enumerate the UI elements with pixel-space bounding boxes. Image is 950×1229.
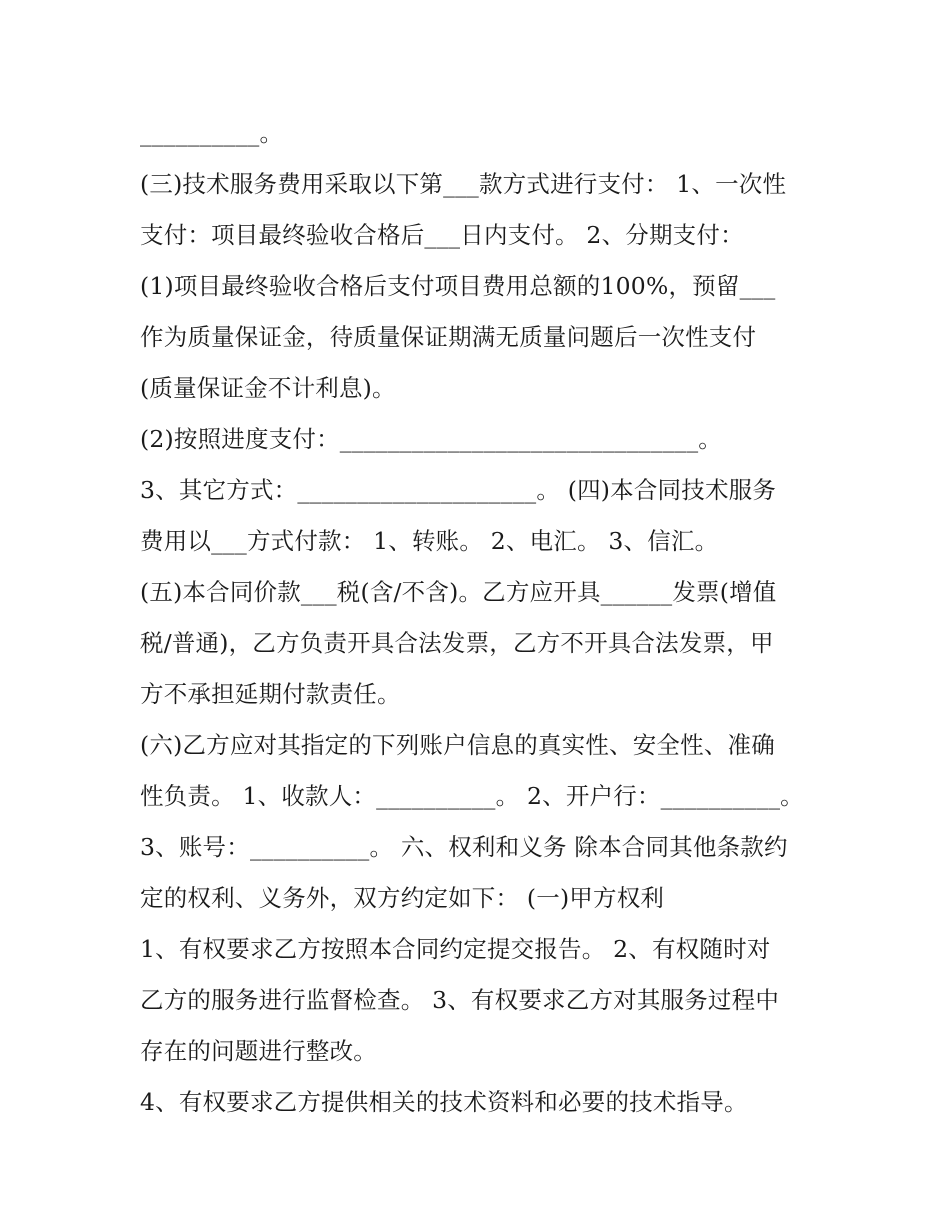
text-line: 方不承担延期付款责任。 [140,680,401,708]
text-line: 作为质量保证金，待质量保证期满无质量问题后一次性支付 [140,323,757,351]
text-line: 4、有权要求乙方提供相关的技术资料和必要的技术指导。 [140,1088,748,1116]
text-line: __________。 [140,119,284,147]
text-line: 费用以___方式付款： 1、转账。 2、电汇。 3、信汇。 [140,527,719,555]
text-line: (1)项目最终验收合格后支付项目费用总额的100%，预留___ [140,272,776,300]
text-line: 3、账号：__________。 六、权利和义务 除本合同其他条款约 [140,833,788,861]
text-line: 1、有权要求乙方按照本合同约定提交报告。 2、有权随时对 [140,935,771,963]
text-line: (质量保证金不计利息)。 [140,374,396,402]
text-line: 乙方的服务进行监督检查。 3、有权要求乙方对其服务过程中 [140,986,780,1014]
document-body [140,108,820,1128]
text-line: 税/普通)，乙方负责开具合法发票，乙方不开具合法发票，甲 [140,629,774,657]
text-line: (六)乙方应对其指定的下列账户信息的真实性、安全性、准确 [140,731,775,759]
text-line: 定的权利、义务外，双方约定如下： (一)甲方权利 [140,884,665,912]
text-line: (2)按照进度支付：______________________________。 [140,425,722,453]
text-line: (五)本合同价款___税(含/不含)。乙方应开具______发票(增值 [140,578,777,606]
text-line: 存在的问题进行整改。 [140,1037,377,1065]
text-line: 支付：项目最终验收合格后___日内支付。 2、分期支付： [140,221,744,249]
text-line: (三)技术服务费用采取以下第___款方式进行支付： 1、一次性 [140,170,787,198]
text-line: 性负责。 1、收款人：__________。 2、开户行：__________。 [140,782,804,810]
text-line: 3、其它方式：____________________。 (四)本合同技术服务 [140,476,777,504]
